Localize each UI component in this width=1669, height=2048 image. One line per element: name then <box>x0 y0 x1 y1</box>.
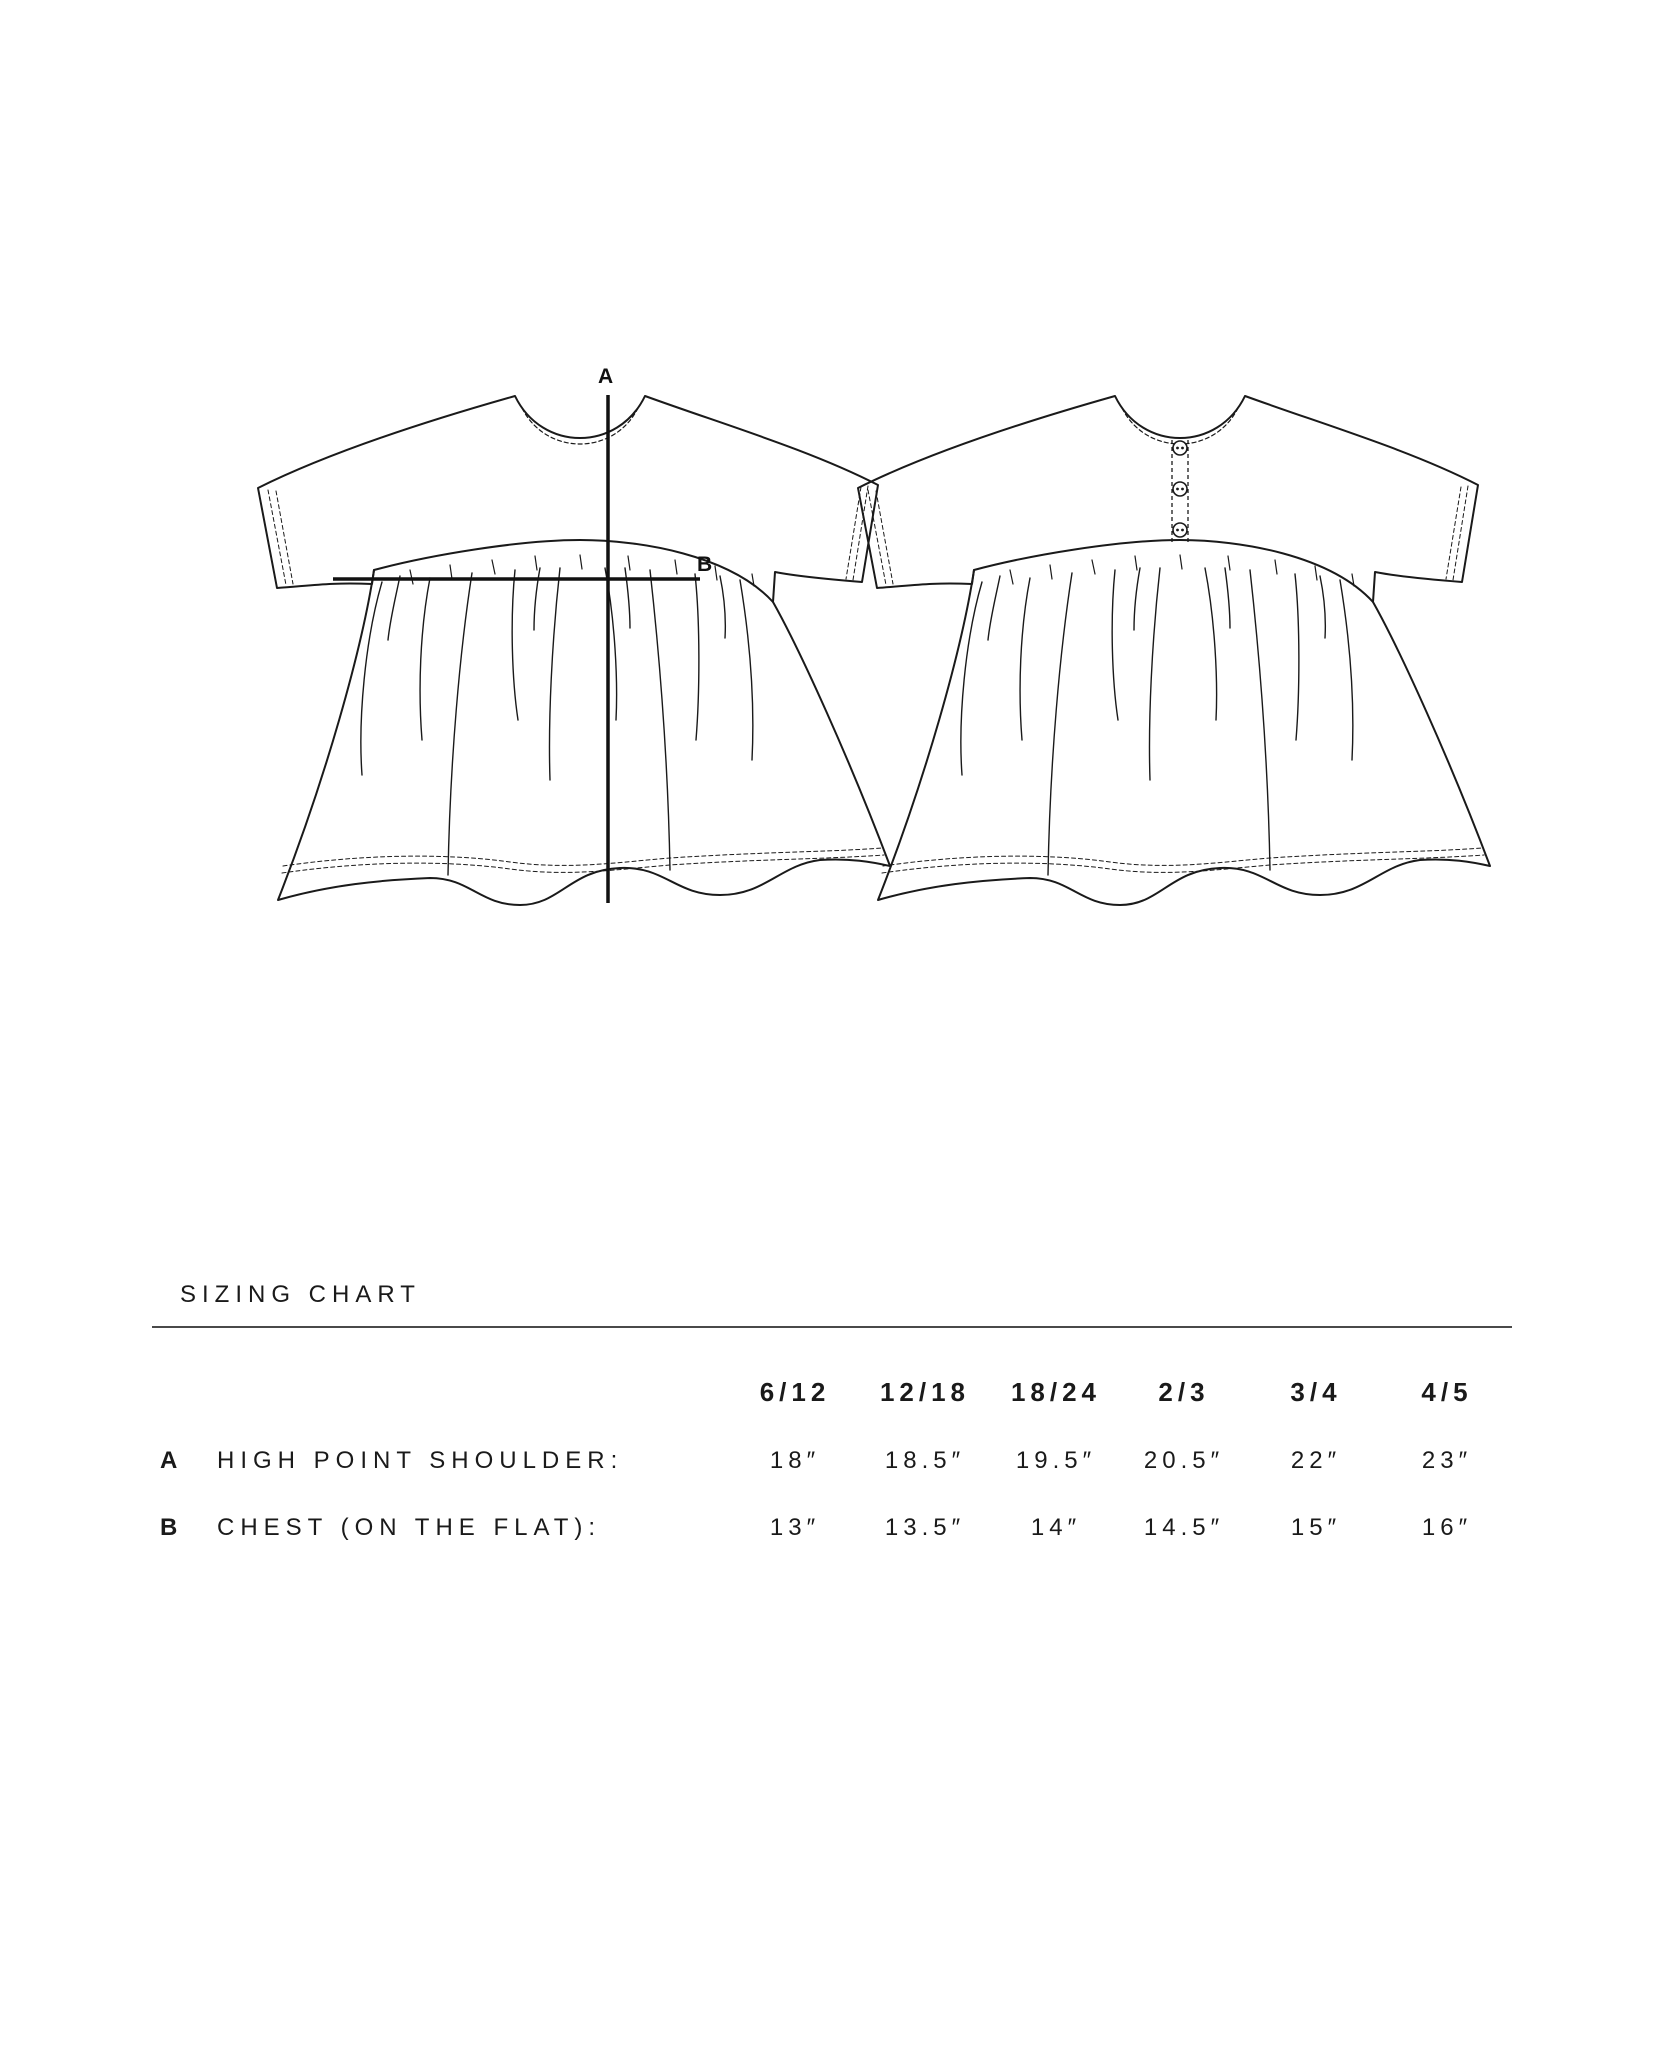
table-cell: 20.5″ <box>1143 1447 1225 1474</box>
sizing-chart-title: SIZING CHART <box>180 1281 421 1308</box>
size-header: 3/4 <box>1290 1377 1342 1407</box>
row-label: CHEST (ON THE FLAT): <box>217 1514 602 1541</box>
garment-back-view <box>858 396 1490 905</box>
table-cell: 15″ <box>1290 1514 1342 1541</box>
garment-technical-drawing <box>0 0 1669 1000</box>
size-header: 2/3 <box>1158 1377 1210 1407</box>
table-cell: 19.5″ <box>1015 1447 1097 1474</box>
table-cell: 22″ <box>1290 1447 1342 1474</box>
table-cell: 18.5″ <box>884 1447 966 1474</box>
size-header: 4/5 <box>1421 1377 1473 1407</box>
size-header: 12/18 <box>879 1377 971 1407</box>
label-b: B <box>697 553 713 576</box>
table-cell: 18″ <box>769 1447 821 1474</box>
table-cell: 23″ <box>1421 1447 1473 1474</box>
divider <box>152 1326 1512 1328</box>
table-cell: 14″ <box>1030 1514 1082 1541</box>
label-a: A <box>598 365 614 388</box>
garment-front-view <box>258 396 890 905</box>
row-letter: B <box>160 1514 178 1541</box>
table-cell: 16″ <box>1421 1514 1473 1541</box>
table-cell: 13″ <box>769 1514 821 1541</box>
table-cell: 13.5″ <box>884 1514 966 1541</box>
table-cell: 14.5″ <box>1143 1514 1225 1541</box>
row-label: HIGH POINT SHOULDER: <box>217 1447 624 1474</box>
size-header: 6/12 <box>759 1377 831 1407</box>
row-letter: A <box>160 1447 178 1474</box>
button-icon <box>1173 441 1187 537</box>
size-header: 18/24 <box>1010 1377 1102 1407</box>
